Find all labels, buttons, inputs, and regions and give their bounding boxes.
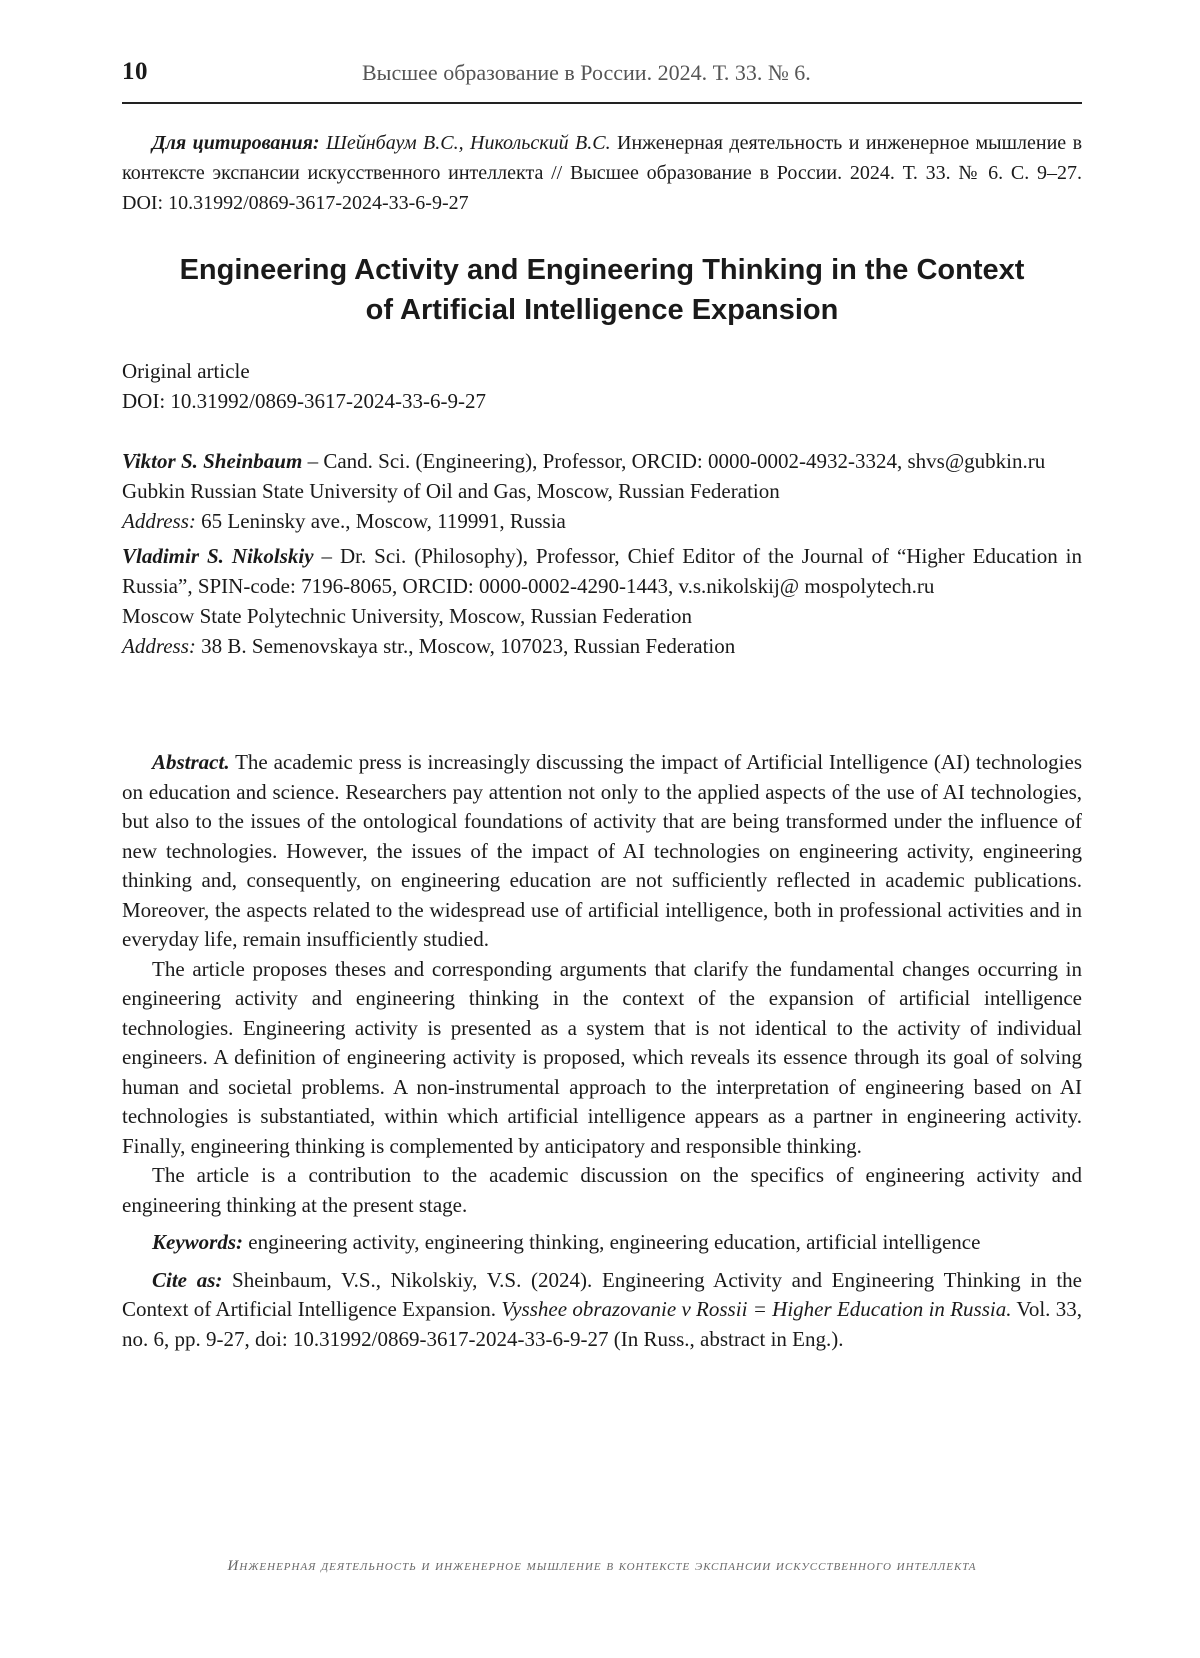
keywords-text: engineering activity, engineering thinking, engineering education, artificial intelligence <box>243 1230 981 1254</box>
article-title-line-1: Engineering Activity and Engineering Thinking in the Context <box>179 254 1025 286</box>
author-name: Viktor S. Sheinbaum <box>122 449 303 473</box>
keywords-label: Keywords: <box>152 1230 243 1254</box>
author-address <box>122 631 1082 661</box>
citation-ru-authors: Шейнбаум В.С., Никольский В.С. <box>326 132 611 154</box>
author-details: – Dr. Sci. (Philosophy), Professor, Chief Editor of the Journal of “Higher Education in Russia”, SPIN-code: 7196-8065, ORCID: 0000-0002-4290-1443, v.s.nikolskij@ mospolytech.ru <box>122 544 1082 598</box>
cite-as <box>122 1266 1082 1355</box>
abstract-p1-text: The academic press is increasingly discussing the impact of Artificial Intelligence (AI) technologies on education and science. Researchers pay attention not only to the applied aspects of the use of AI technologies, but also to the issues of the ontological foundations of activity that are being transformed under the influence of new technologies. However, the issues of the impact of AI technologies on engineering activity, engineering thinking and, consequently, on engineering education are not sufficiently reflected in academic publications. Moreover, the aspects related to the widespread use of artificial intelligence, both in professional activities and in everyday life, remain insufficiently studied. <box>122 750 1082 951</box>
cite-as-text: Sheinbaum, V.S., Nikolskiy, V.S. (2024). Engineering Activity and Engineering Thinking in the Context of Artificial Intelligence Expansion. <box>122 1267 1082 1321</box>
page-footer-running-title: Инженерная деятельность и инженерное мышление в контексте экспансии искусственного интеллекта <box>227 1558 977 1574</box>
cite-as-journal: Vysshee obrazovanie v Rossii = Higher Education in Russia. <box>501 1297 1012 1321</box>
article-title-line-2: of Artificial Intelligence Expansion <box>365 294 839 326</box>
author-address <box>122 506 1082 536</box>
abstract-paragraph-2: The article proposes theses and corresponding arguments that clarify the fundamental changes occurring in engineering activity and engineering thinking in the context of the expansion of artificial intelligence technologies. Engineering activity is presented as a system that is not identical to the activity of individual engineers. A definition of engineering activity is proposed, which reveals its essence through its goal of solving human and societal problems. A non-instrumental approach to the interpretation of engineering based on AI technologies is substantiated, within which artificial intelligence appears as a partner in engineering activity. Finally, engineering thinking is complemented by anticipatory and responsible thinking. <box>122 956 1082 1158</box>
author-name: Vladimir S. Nikolskiy <box>122 544 314 568</box>
citation-ru-label: Для цитирования: <box>152 132 320 154</box>
citation-ru-text: Инженерная деятельность и инженерное мышление в контексте экспансии искусственного интеллекта // Высшее образование в России. 2024. Т. 33. № 6. С. 9–27. DOI: 10.31992/0869-3617-2024-33-6-9-27 <box>122 132 1083 214</box>
author-block <box>122 541 1082 661</box>
author-block <box>122 446 1082 536</box>
page-number: 10 <box>122 58 148 85</box>
keywords <box>122 1228 1082 1258</box>
abstract-label: Abstract. <box>152 750 230 774</box>
article-type: Original article <box>122 359 250 383</box>
article-title <box>122 250 1082 330</box>
address-text: 65 Leninsky ave., Moscow, 119991, Russia <box>195 509 566 533</box>
author-details: – Cand. Sci. (Engineering), Professor, ORCID: 0000-0002-4932-3324, shvs@gubkin.ru <box>302 449 1046 473</box>
author-line <box>122 446 1082 476</box>
abstract-paragraph-3: The article is a contribution to the academic discussion on the specifics of engineering activity and engineering thinking at the present stage. <box>122 1163 1082 1217</box>
page-header <box>122 58 1082 104</box>
author-affiliation: Gubkin Russian State University of Oil and Gas, Moscow, Russian Federation <box>122 479 780 503</box>
citation-russian <box>122 128 1082 218</box>
address-text: 38 B. Semenovskaya str., Moscow, 107023, Russian Federation <box>195 634 736 658</box>
cite-as-label: Cite as: <box>152 1267 223 1292</box>
journal-running-head: Высшее образование в России. 2024. Т. 33. № 6. <box>362 60 811 85</box>
author-line <box>122 541 1082 601</box>
author-affiliation: Moscow State Polytechnic University, Moscow, Russian Federation <box>122 604 693 628</box>
article-meta <box>122 356 1082 416</box>
authors-section <box>122 446 1082 666</box>
cite-as-text-end: Vol. 33, no. 6, pp. 9-27, doi: 10.31992/0869-3617-2024-33-6-9-27 (In Russ., abstract in Eng.). <box>122 1297 1082 1351</box>
address-label: Address: <box>122 634 196 658</box>
address-label: Address: <box>122 509 196 533</box>
abstract-section <box>122 748 1082 1354</box>
abstract-paragraph-1 <box>122 748 1082 955</box>
article-doi: DOI: 10.31992/0869-3617-2024-33-6-9-27 <box>122 389 486 413</box>
